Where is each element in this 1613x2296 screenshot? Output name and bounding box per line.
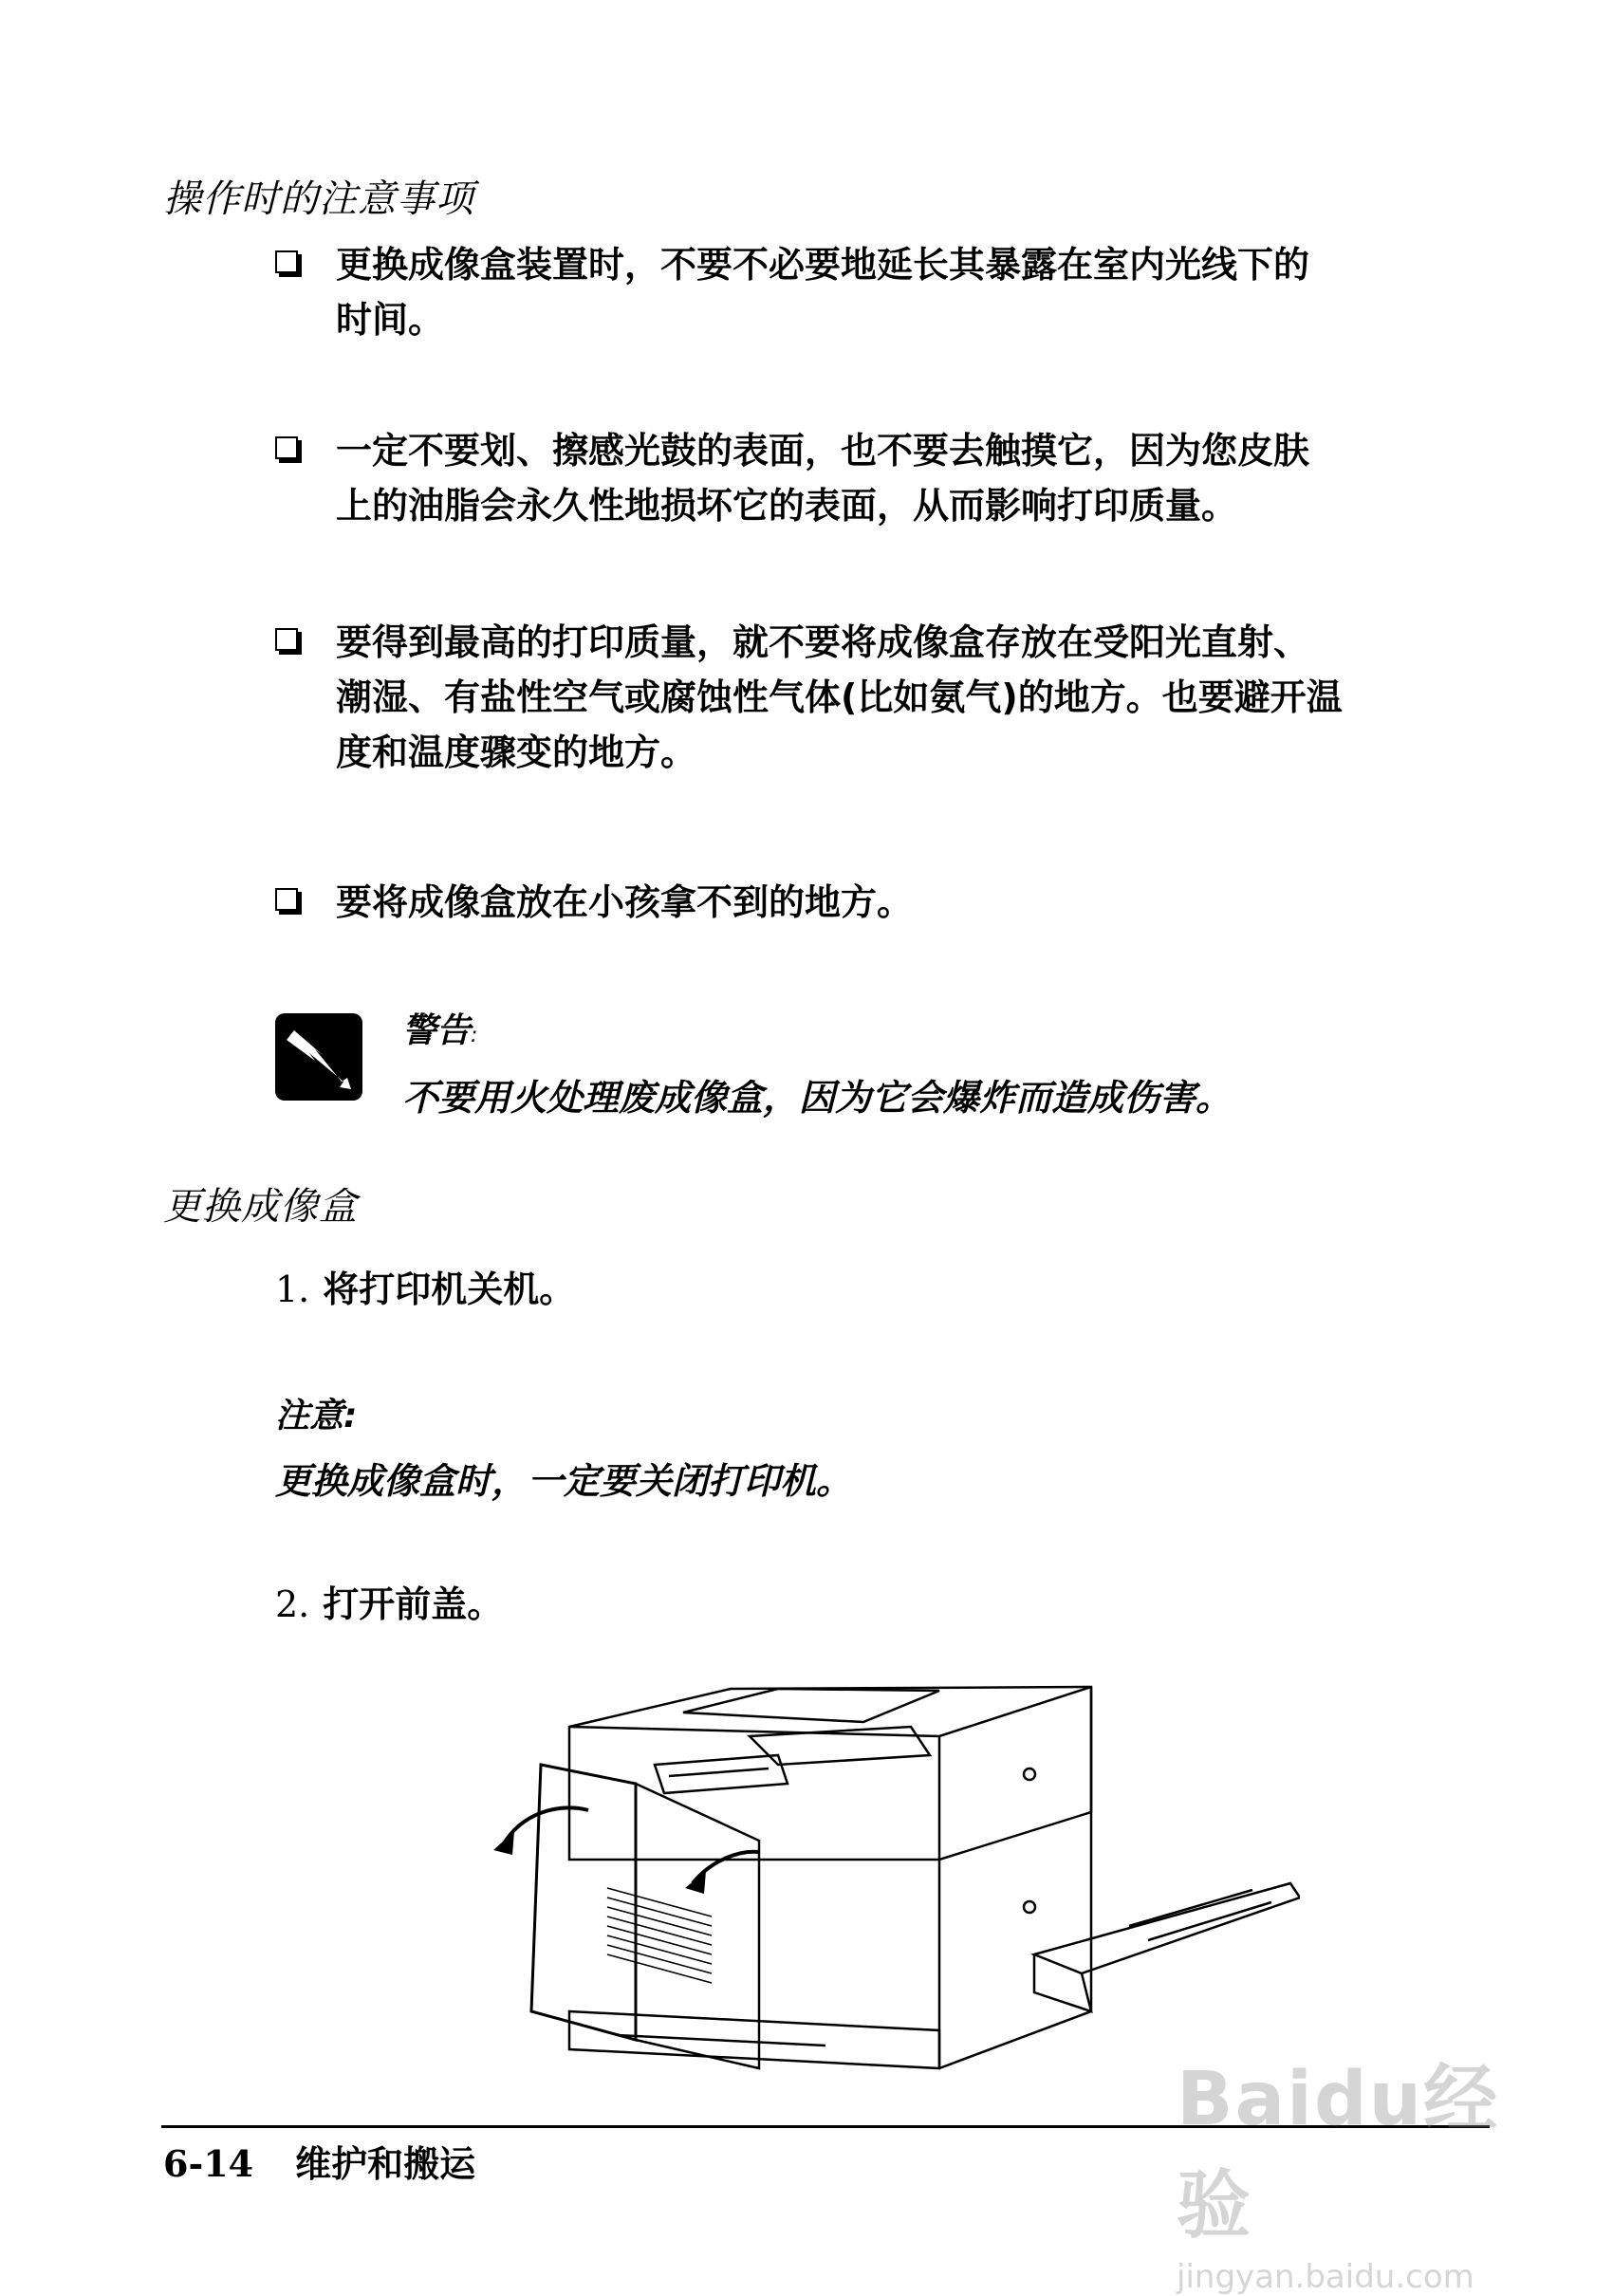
checkbox-bullet-icon	[275, 628, 298, 651]
checkbox-bullet-icon	[275, 888, 298, 911]
checkbox-bullet-icon	[275, 250, 298, 273]
step-text: 将打印机关机。	[323, 1268, 576, 1310]
list-item	[275, 615, 1490, 780]
warning-title-colon: :	[471, 1024, 478, 1047]
page-footer	[163, 2135, 475, 2187]
note-title: 注意:	[275, 1397, 358, 1435]
lightning-warning-icon	[273, 1011, 364, 1102]
warning-title	[402, 1004, 477, 1052]
step-text: 打开前盖。	[323, 1583, 504, 1625]
checkbox-bullet-icon	[275, 436, 298, 459]
warning-text: 不要用火处理废成像盒，因为它会爆炸而造成伤害。	[402, 1077, 1233, 1119]
page-number: 6-14	[163, 2142, 254, 2185]
step-item	[275, 1575, 503, 1627]
bullet-text: 要将成像盒放在小孩拿不到的地方。	[336, 881, 914, 923]
baidu-watermark	[1177, 2040, 1556, 2296]
step-number: 2.	[275, 1583, 310, 1625]
warning-title-text: 警告	[402, 1011, 472, 1050]
watermark-url: jingyan.baidu.com	[1177, 2258, 1474, 2296]
list-item	[275, 423, 1490, 533]
watermark-brand: Baidu经验	[1177, 2057, 1500, 2249]
section-heading-precautions: 操作时的注意事项	[163, 177, 474, 221]
note-text: 更换成像盒时，一定要关闭打印机。	[275, 1460, 853, 1502]
step-number: 1.	[275, 1268, 310, 1310]
bullet-text: 更换成像盒装置时，不要不必要地延长其暴露在室内光线下的 时间。	[336, 244, 1310, 341]
list-item	[275, 875, 1490, 930]
bullet-text: 要得到最高的打印质量，就不要将成像盒存放在受阳光直射、 潮湿、有盐性空气或腐蚀性气体(比如氨气)的地方。也要避开温 度和温度骤变的地方。	[336, 621, 1343, 773]
list-item	[275, 237, 1490, 347]
chapter-title: 维护和搬运	[295, 2143, 476, 2185]
bullet-text: 一定不要划、擦感光鼓的表面，也不要去触摸它，因为您皮肤 上的油脂会永久性地损坏它的表面，从而影响打印质量。	[336, 430, 1310, 527]
step-item	[275, 1260, 575, 1312]
section-heading-replace: 更换成像盒	[163, 1185, 358, 1229]
printer-front-cover-open-illustration	[465, 1670, 1300, 2087]
